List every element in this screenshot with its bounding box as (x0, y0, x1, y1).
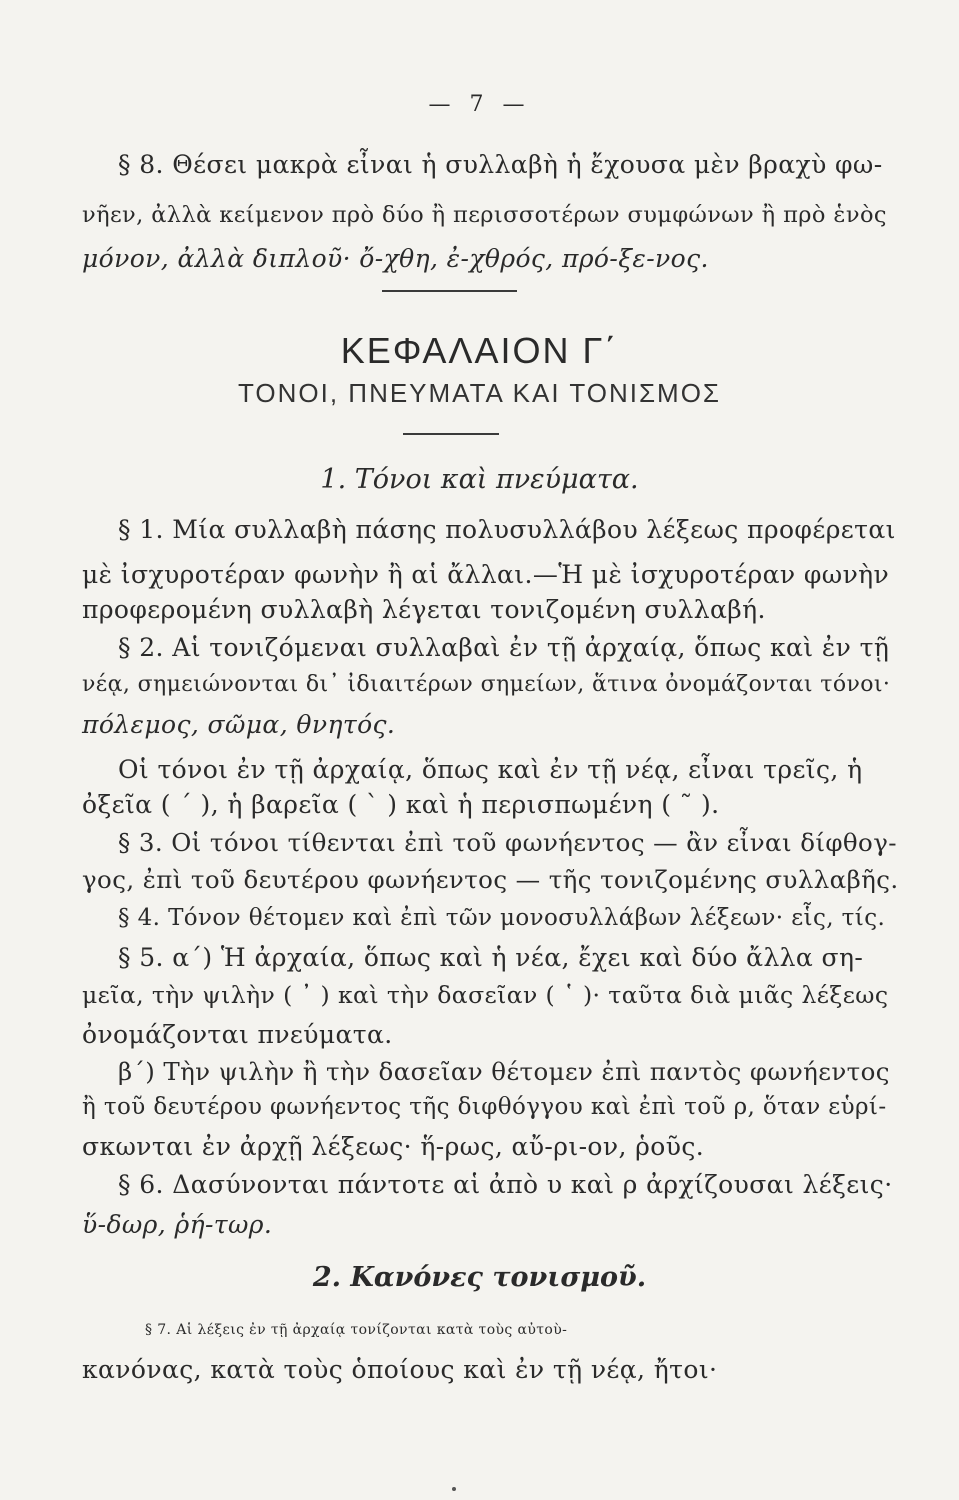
paper-speck (452, 1487, 456, 1491)
divider-rule (403, 433, 499, 435)
paragraph-line: ἢ τοῦ δευτέρου φωνήεντος τῆς διφθόγγου καὶ ἐπὶ τοῦ ρ, ὅταν εὑρί- (82, 1094, 887, 1120)
paragraph-line: § 5. α΄) Ἡ ἀρχαία, ὅπως καὶ ἡ νέα, ἔχει καὶ δύο ἄλλα ση- (118, 943, 864, 972)
paragraph-line: § 3. Οἱ τόνοι τίθενται ἐπὶ τοῦ φωνήεντος — ἂν εἶναι δίφθογ- (118, 828, 897, 857)
paragraph-line: νῆεν, ἀλλὰ κείμενον πρὸ δύο ἢ περισσοτέρων συμφώνων ἢ πρὸ ἑνὸς (82, 202, 887, 228)
section-heading: 2. Κανόνες τονισμοῦ. (312, 1262, 647, 1293)
paragraph-line: § 1. Μία συλλαβὴ πάσης πολυσυλλάβου λέξεως προφέρεται (118, 515, 896, 544)
paragraph-line: μεῖα, τὴν ψιλὴν ( ᾿ ) καὶ τὴν δασεῖαν ( ῾ )· ταῦτα διὰ μιᾶς λέξεως (82, 981, 889, 1009)
paragraph-line: § 6. Δασύνονται πάντοτε αἱ ἀπὸ υ καὶ ρ ἀρχίζουσαι λέξεις· (118, 1170, 893, 1199)
chapter-subtitle: ΤΟΝΟΙ, ΠΝΕΥΜΑΤΑ ΚΑΙ ΤΟΝΙΣΜΟΣ (237, 378, 722, 408)
paragraph-line: σκωνται ἐν ἀρχῇ λέξεως· ἥ-ρως, αὔ-ρι-ον, ῥοῦς. (82, 1132, 705, 1161)
chapter-title: ΚΕΦΑΛΑΙΟΝ Γ΄ (340, 330, 619, 371)
paragraph-line: ὀξεῖα ( ΄ ), ἡ βαρεῖα ( ` ) καὶ ἡ περισπωμένη ( ῀ ). (82, 790, 720, 819)
paragraph-line: § 4. Τόνον θέτομεν καὶ ἐπὶ τῶν μονοσυλλάβων λέξεων· εἷς, τίς. (118, 905, 886, 931)
paragraph-line: § 8. Θέσει μακρὰ εἶναι ἡ συλλαβὴ ἡ ἔχουσα μὲν βραχὺ φω- (118, 150, 883, 179)
paragraph-line: πόλεμος, σῶμα, θνητός. (82, 710, 396, 739)
paragraph-line: μὲ ἰσχυροτέραν φωνὴν ἢ αἱ ἄλλαι.—Ἡ μὲ ἰσχυροτέραν φωνὴν (82, 560, 890, 589)
paragraph-line: ὀνομάζονται πνεύματα. (82, 1020, 393, 1049)
paragraph-line: νέᾳ, σημειώνονται δι᾽ ἰδιαιτέρων σημείων, ἅτινα ὀνομάζονται τόνοι· (82, 672, 891, 697)
paragraph-line: Οἱ τόνοι ἐν τῇ ἀρχαίᾳ, ὅπως καὶ ἐν τῇ νέᾳ, εἶναι τρεῖς, ἡ (118, 755, 863, 784)
paragraph-line: § 7. Αἱ λέξεις ἐν τῇ ἀρχαίᾳ τονίζονται κατὰ τοὺς αὐτοὺ- (145, 1322, 568, 1338)
paragraph-line: ὕ-δωρ, ῥή-τωρ. (82, 1210, 273, 1239)
paragraph-line: γος, ἐπὶ τοῦ δευτέρου φωνήεντος — τῆς τονιζομένης συλλαβῆς. (82, 865, 899, 894)
paragraph-line: § 2. Αἱ τονιζόμεναι συλλαβαὶ ἐν τῇ ἀρχαίᾳ, ὅπως καὶ ἐν τῇ (118, 633, 890, 662)
page-number: — 7 — (428, 92, 531, 117)
section-heading: 1. Τόνοι καὶ πνεύματα. (320, 464, 639, 495)
paragraph-line: β΄) Τὴν ψιλὴν ἢ τὴν δασεῖαν θέτομεν ἐπὶ παντὸς φωνήεντος (118, 1057, 890, 1086)
paragraph-line: μόνον, ἀλλὰ διπλοῦ· ὄ-χθη, ἐ-χθρός, πρό-ξε-νος. (82, 244, 709, 273)
paragraph-line: κανόνας, κατὰ τοὺς ὁποίους καὶ ἐν τῇ νέᾳ, ἤτοι· (82, 1355, 718, 1384)
divider-rule (382, 290, 517, 292)
paragraph-line: προφερομένη συλλαβὴ λέγεται τονιζομένη συλλαβή. (82, 595, 766, 624)
